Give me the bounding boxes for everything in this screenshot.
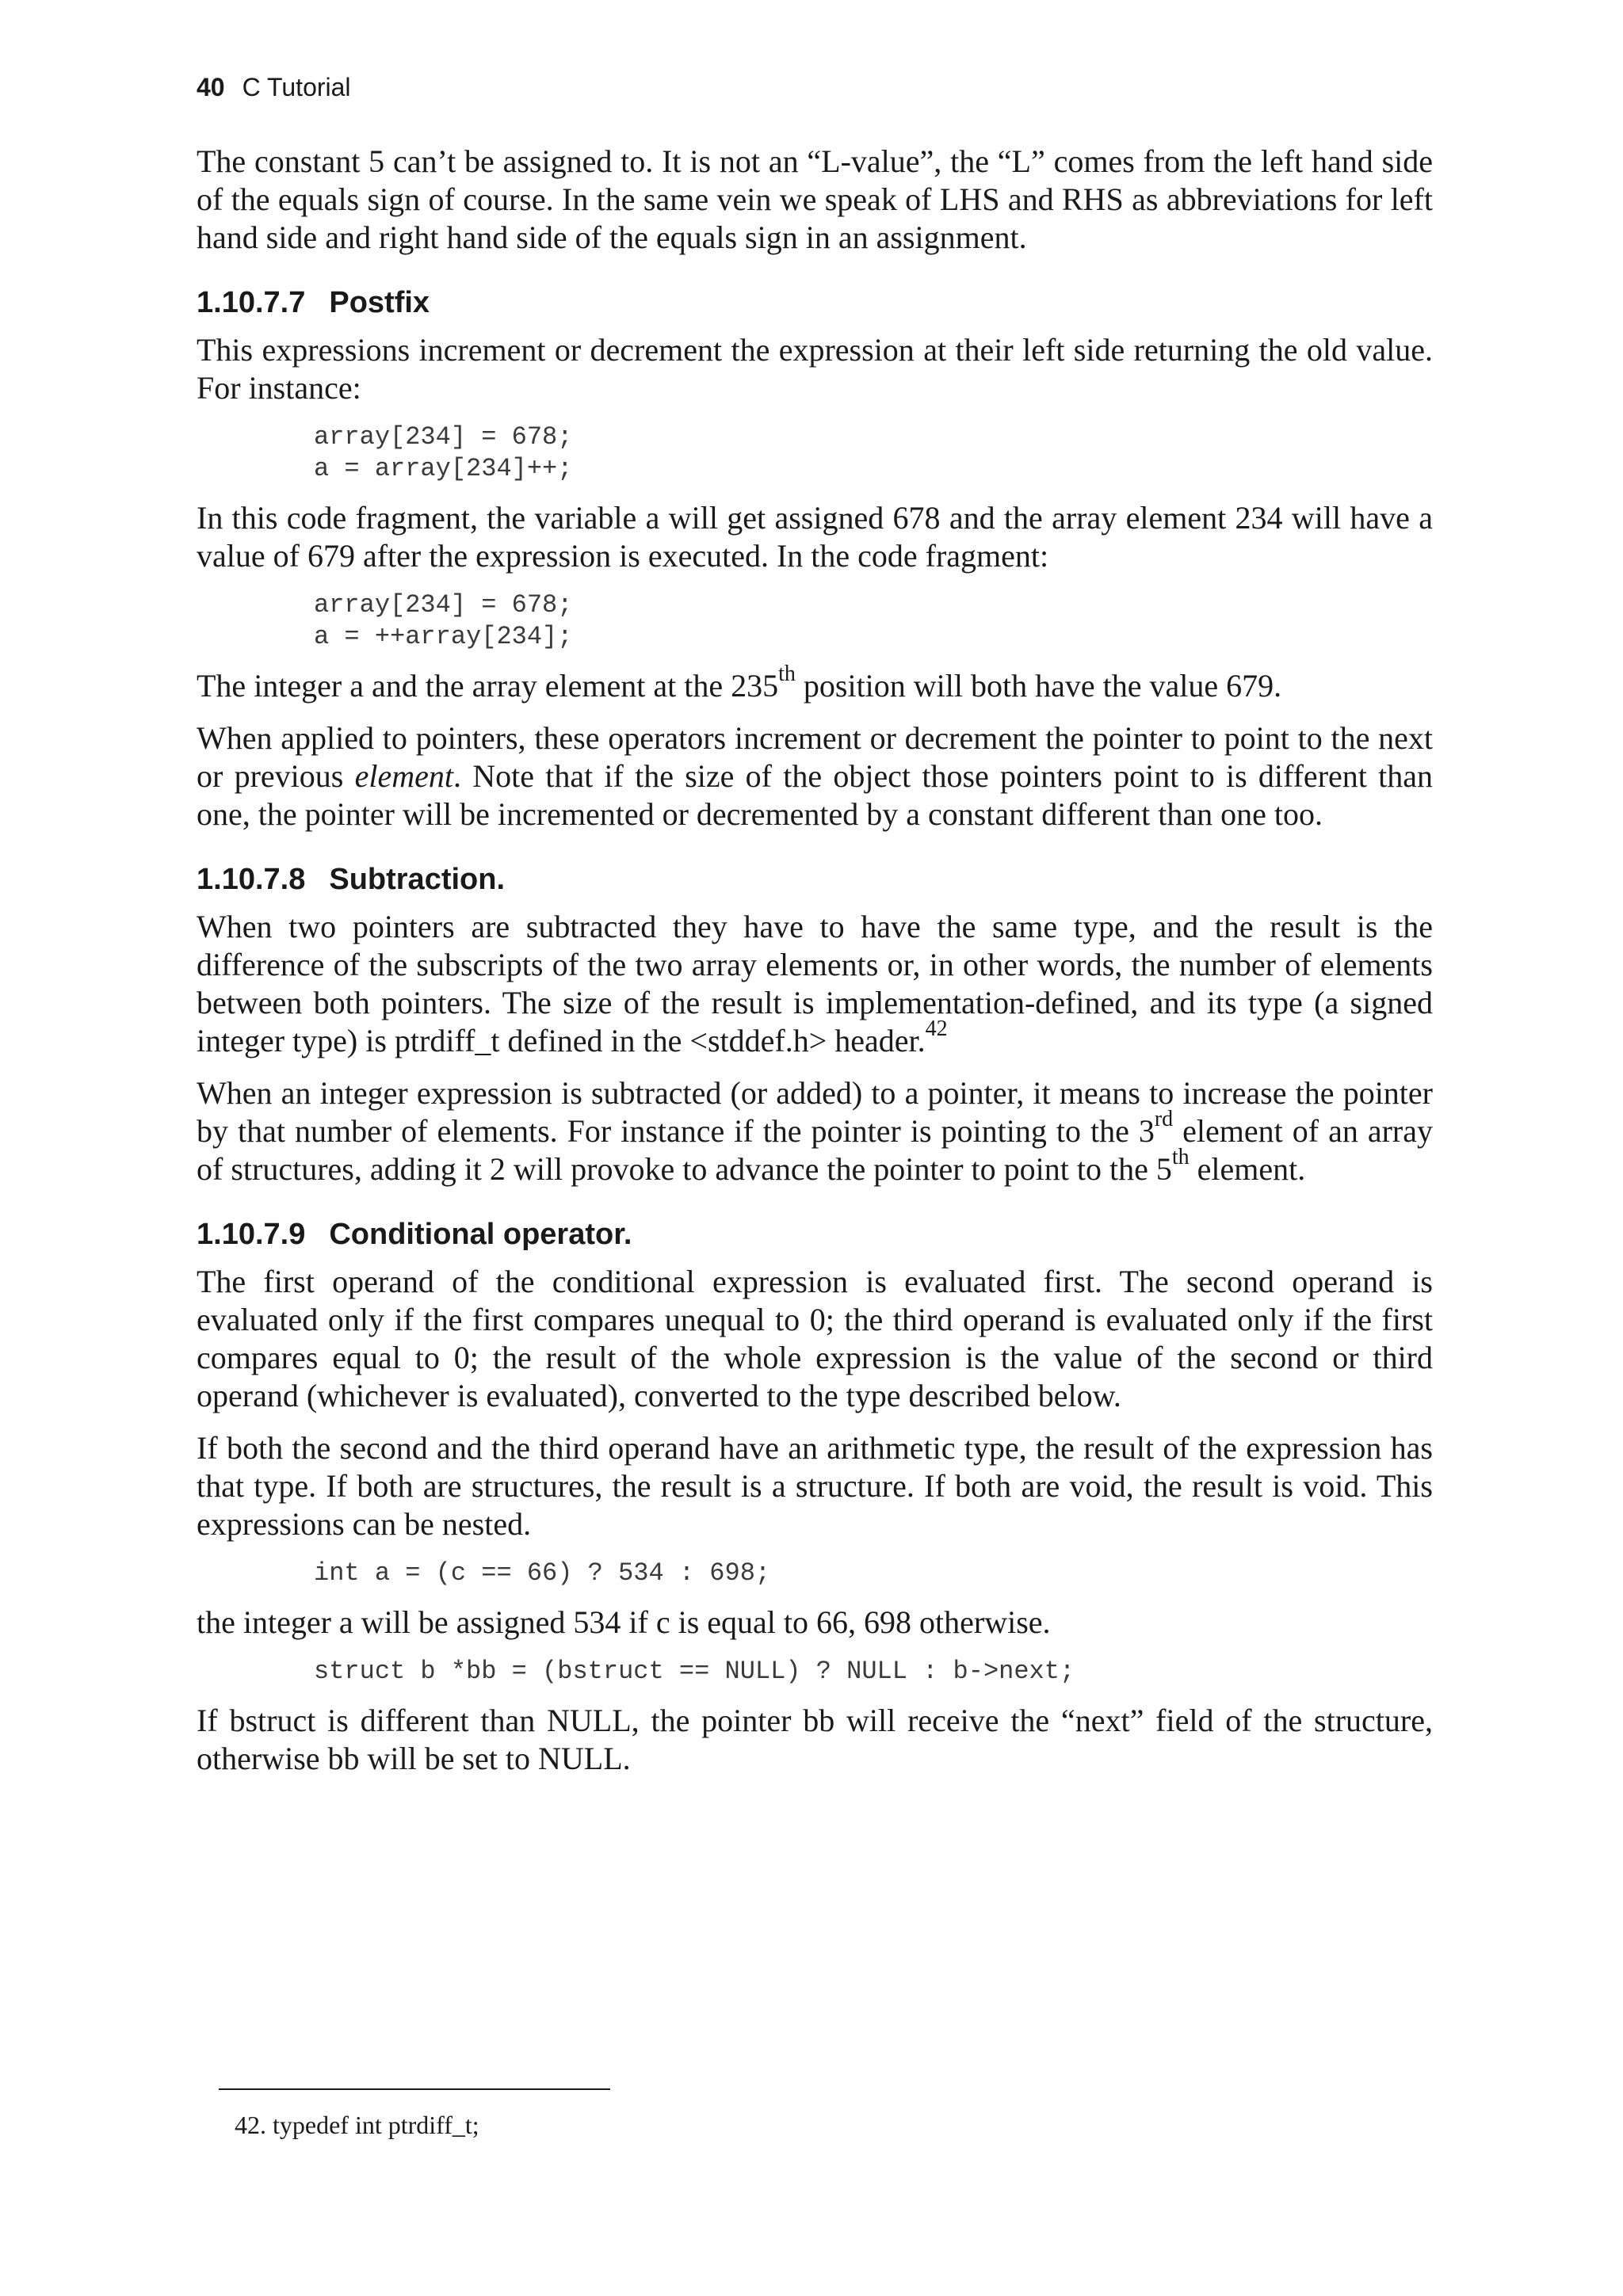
body-text [197, 143, 1433, 1792]
section-heading-conditional [197, 1215, 1433, 1253]
code-line: struct b *bb = (bstruct == NULL) ? NULL : b->next; [314, 1657, 1075, 1686]
running-header [197, 68, 351, 106]
paragraph: the integer a will be assigned 534 if c is equal to 66, 698 otherwise. [197, 1604, 1051, 1640]
code-block [314, 421, 1433, 485]
code-line: array[234] = 678; [314, 422, 573, 452]
superscript: th [1171, 1144, 1190, 1169]
paragraph: If both the second and the third operand have an arithmetic type, the result of the expression has that type. If both are structures, the result is a structure. If both are void, the result is void. This expressions can be nested. [197, 1430, 1433, 1542]
code-block [314, 1558, 1433, 1589]
footnote-reference[interactable]: 42 [925, 1016, 948, 1041]
paragraph [197, 908, 1433, 1060]
footnote-divider [219, 2088, 610, 2090]
superscript: th [778, 661, 796, 686]
text-run: When an integer expression is subtracted (or added) to a pointer, it means to increase the pointer by that number of elements. For instance if the pointer is pointing to the 3 [197, 1075, 1433, 1149]
section-heading-subtraction [197, 860, 1433, 898]
text-run: element. [1189, 1151, 1306, 1187]
text-run: . Note that if the size of the object those pointers point to is different than one, the pointer will be incremented or decremented by a constant different than one too. [197, 758, 1433, 832]
code-line: a = ++array[234]; [314, 622, 573, 651]
code-block [314, 589, 1433, 653]
section-number: 1.10.7.9 [197, 1218, 306, 1251]
superscript: rd [1154, 1106, 1174, 1131]
section-heading-postfix [197, 284, 1433, 322]
paragraph [197, 661, 1433, 705]
paragraph: This expressions increment or decrement the expression at their left side returning the old value. For instance: [197, 332, 1433, 406]
section-title: Postfix [329, 286, 430, 319]
section-title: Subtraction. [329, 863, 506, 896]
page-number: 40 [197, 73, 225, 101]
section-number: 1.10.7.7 [197, 286, 306, 319]
text-run: position will both have the value 679. [795, 668, 1282, 704]
text-run: element of an array of structures, adding it 2 will provoke to advance the pointer to point to the 5 [197, 1113, 1433, 1187]
code-line: array[234] = 678; [314, 590, 573, 620]
footnote [235, 2109, 479, 2141]
emphasis: element [354, 758, 453, 794]
section-title: Conditional operator. [329, 1218, 632, 1251]
code-line: int a = (c == 66) ? 534 : 698; [314, 1558, 771, 1588]
footnote-number: 42. [235, 2111, 266, 2139]
code-block [314, 1656, 1433, 1688]
paragraph: The first operand of the conditional expression is evaluated first. The second operand is evaluated only if the first compares unequal to 0; the third operand is evaluated only if the first compares equal to 0; the result of the whole expression is the value of the second or third operand (whichever is evaluated), converted to the type described below. [197, 1264, 1433, 1413]
footnote-text: typedef int ptrdiff_t; [273, 2111, 479, 2139]
paragraph: If bstruct is different than NULL, the pointer bb will receive the “next” field of the structure, otherwise bb will be set to NULL. [197, 1703, 1433, 1776]
intro-paragraph: The constant 5 can’t be assigned to. It is not an “L-value”, the “L” comes from the left hand side of the equals sign of course. In the same vein we speak of LHS and RHS as abbreviations for left hand side and right hand side of the equals sign in an assignment. [197, 143, 1433, 255]
section-number: 1.10.7.8 [197, 863, 306, 896]
code-line: a = array[234]++; [314, 454, 573, 483]
text-run: When applied to pointers, these operators increment or decrement the pointer to point to the next or previous [197, 720, 1433, 794]
text-run: The integer a and the array element at the 235 [197, 668, 779, 704]
text-run: When two pointers are subtracted they have to have the same type, and the result is the difference of the subscripts of the two array elements or, in other words, the number of elements between both pointers. The size of the result is implementation-defined, and its type (a signed integer type) is ptrdiff_t defined in the <stddef.h> header. [197, 909, 1433, 1058]
paragraph [197, 719, 1433, 833]
paragraph [197, 1074, 1433, 1188]
running-title: C Tutorial [242, 73, 351, 101]
paragraph: In this code fragment, the variable a will get assigned 678 and the array element 234 will have a value of 679 after the expression is executed. In the code fragment: [197, 500, 1433, 574]
